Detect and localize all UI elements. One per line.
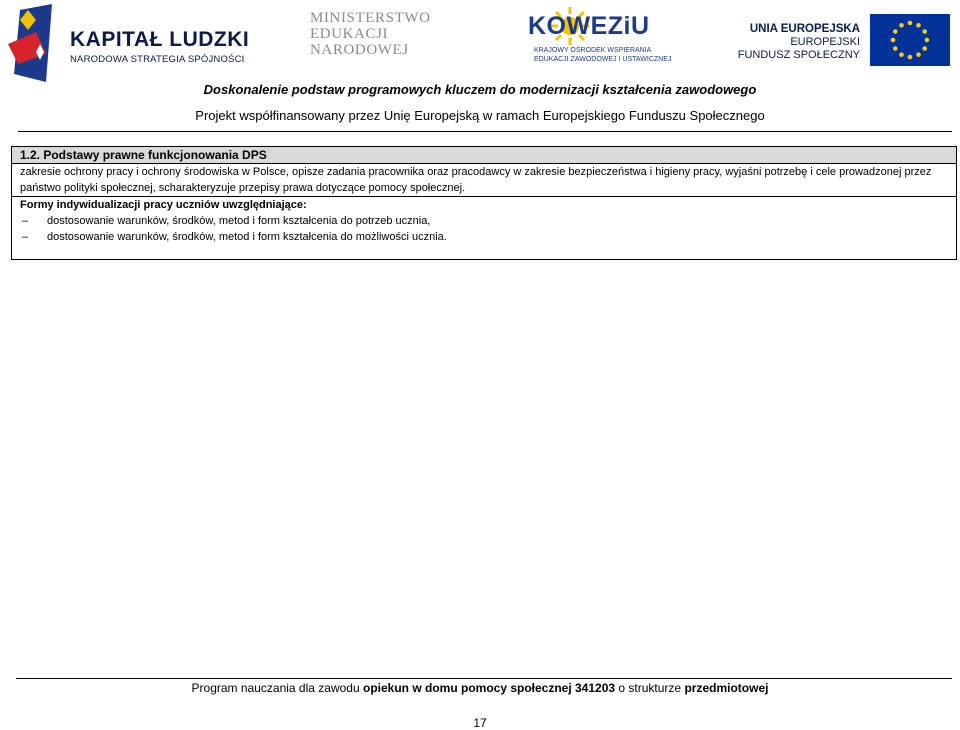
- section-paragraph: zakresie ochrony pracy i ochrony środowiska w Polsce, opisze zadania pracownika oraz pracodawcy w zakresie bezpieczeństwa i higieny pracy, wyjaśni potrzebę i cele prowadzonej przez państwo polityki społecznej, scharakteryzuje przepisy prawa dotyczące pomocy społecznej.: [20, 166, 932, 194]
- koweziu-subtitle: [534, 46, 671, 64]
- forms-heading: Formy indywidualizacji pracy uczniów uwzględniające:: [20, 199, 307, 211]
- ue-efs-logo: [737, 14, 952, 68]
- footer-divider: [16, 678, 952, 679]
- footer-profession: opiekun w domu pomocy społecznej 341203: [362, 681, 616, 695]
- dash-bullet-icon: –: [22, 215, 29, 227]
- footer-middle: o strukturze: [618, 681, 682, 695]
- kapital-ludzki-subtitle: NARODOWA STRATEGIA SPÓJNOŚCI: [70, 54, 245, 65]
- footer-text: [0, 681, 960, 695]
- ministerstwo-line-2: EDUKACJI: [310, 26, 389, 42]
- koweziu-sub-line-2: EDUKACJI ZAWODOWEJ I USTAWICZNEJ: [534, 56, 672, 63]
- koweziu-sub-line-1: KRAJOWY OŚRODEK WSPIERANIA: [534, 47, 652, 54]
- ministerstwo-line-1: MINISTERSTWO: [310, 10, 431, 26]
- list-item-text: dostosowanie warunków, środków, metod i form kształcenia do możliwości ucznia.: [47, 231, 447, 243]
- kapital-ludzki-mark-icon: [6, 4, 62, 82]
- page-number: 17: [473, 716, 487, 730]
- kapital-ludzki-title: KAPITAŁ LUDZKI: [70, 28, 250, 51]
- list-item: [12, 213, 956, 229]
- ue-text: [738, 22, 860, 62]
- koweziu-logo: [528, 6, 672, 68]
- section-title: 1.2. Podstawy prawne funkcjonowania DPS: [12, 147, 956, 164]
- ue-line-1: UNIA EUROPEJSKA: [749, 23, 860, 35]
- project-title: Doskonalenie podstaw programowych kluczem do modernizacji kształcenia zawodowego: [203, 82, 757, 97]
- ministerstwo-line-3: NARODOWEJ: [310, 42, 409, 58]
- logo-bar: [0, 0, 960, 80]
- content-table: [11, 146, 957, 260]
- header-divider: [18, 131, 952, 132]
- dash-bullet-icon: –: [22, 231, 29, 243]
- list-item-text: dostosowanie warunków, środków, metod i form kształcenia do potrzeb ucznia,: [47, 215, 431, 227]
- kapital-ludzki-logo: [6, 4, 250, 66]
- forms-list: [12, 213, 956, 245]
- footer-prefix: Program nauczania dla zawodu: [191, 681, 360, 695]
- ue-line-2: EUROPEJSKI: [790, 36, 860, 48]
- project-cofinancing-note: Projekt współfinansowany przez Unię Europejską w ramach Europejskiego Funduszu Społecznego: [195, 108, 765, 123]
- footer-structure: przedmiotowej: [684, 681, 769, 695]
- ue-line-3: FUNDUSZ SPOŁECZNY: [737, 49, 860, 61]
- ministerstwo-logo: [310, 10, 440, 60]
- list-item: [12, 229, 956, 245]
- eu-flag-icon: [870, 14, 950, 66]
- koweziu-name: KOWEZiU: [528, 12, 650, 40]
